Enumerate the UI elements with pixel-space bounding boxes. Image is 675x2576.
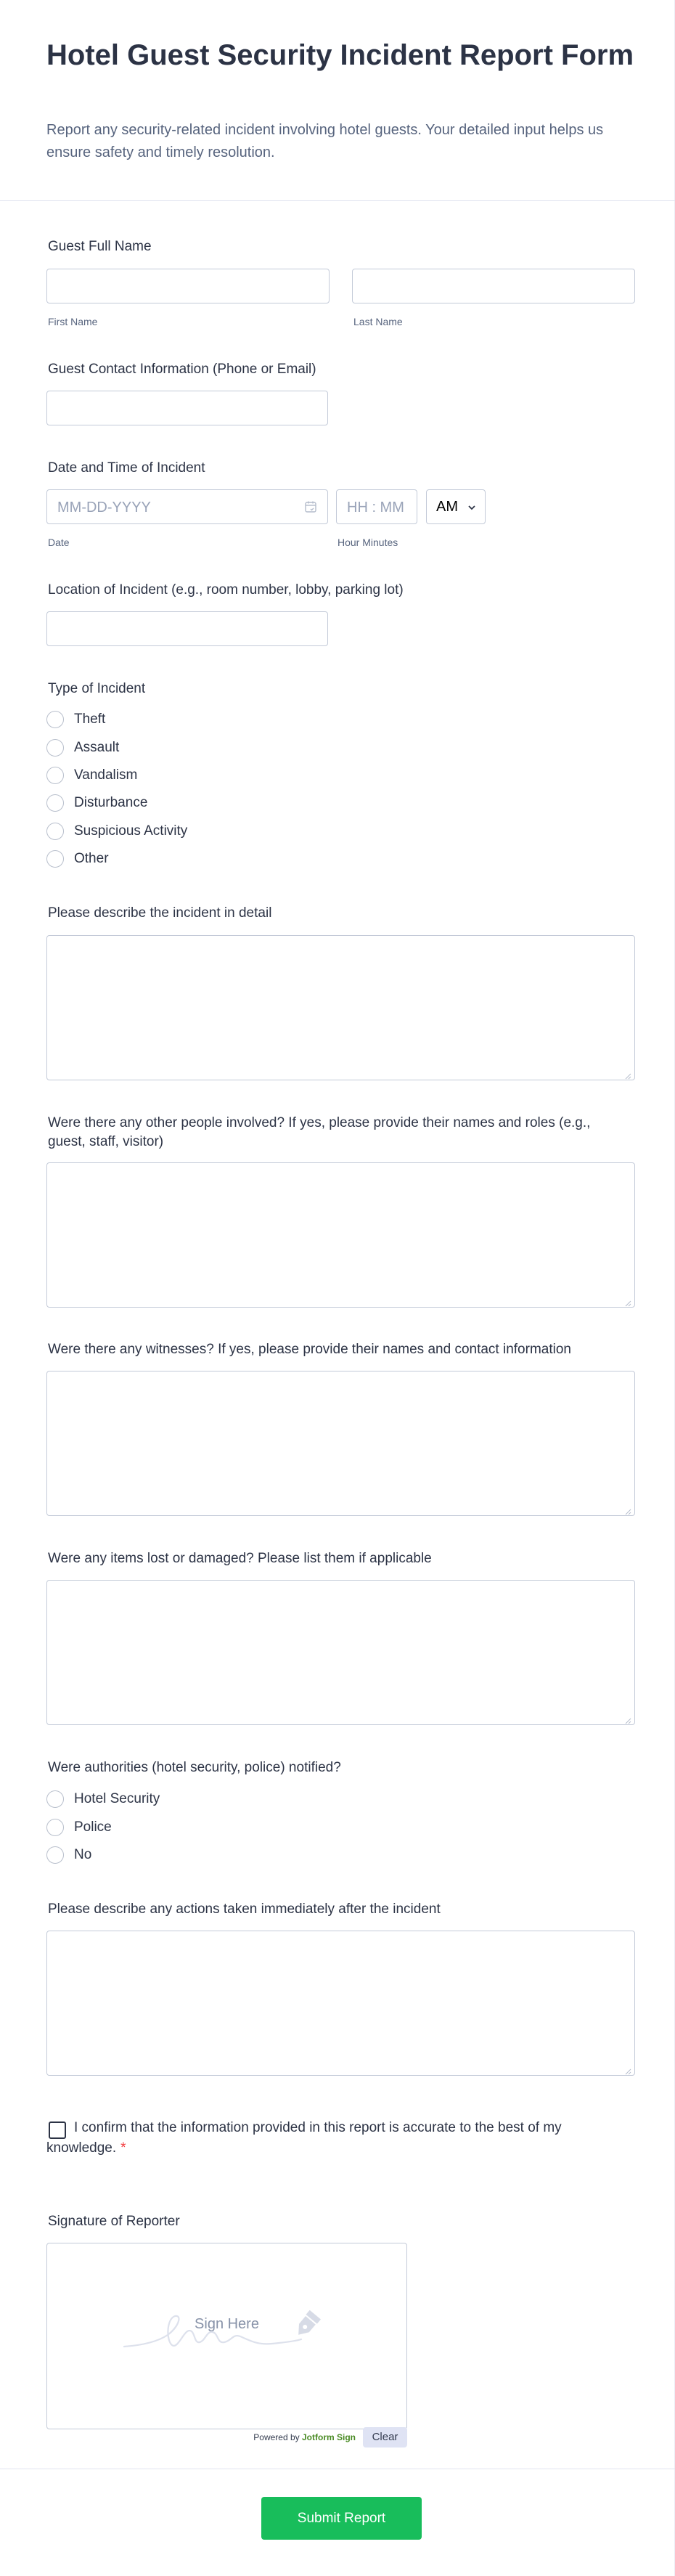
confirm-label[interactable] <box>46 2118 569 2159</box>
radio-label-vandalism[interactable]: Vandalism <box>74 767 138 783</box>
radio-disturbance[interactable] <box>46 794 64 812</box>
first-name-input[interactable] <box>46 269 330 303</box>
radio-other[interactable] <box>46 850 64 868</box>
resize-handle-icon[interactable] <box>624 2066 631 2073</box>
radio-suspicious-activity[interactable] <box>46 823 64 840</box>
time-sublabel: Hour Minutes <box>338 537 398 548</box>
radio-theft[interactable] <box>46 711 64 728</box>
calendar-icon[interactable] <box>304 500 317 513</box>
powered-by-prefix: Powered by <box>253 2432 300 2442</box>
page-title: Hotel Guest Security Incident Report Form <box>46 39 634 71</box>
radio-hotel-security[interactable] <box>46 1790 64 1808</box>
first-name-sublabel: First Name <box>48 316 98 327</box>
chevron-down-icon <box>467 502 476 511</box>
powered-by <box>240 2431 356 2444</box>
contact-label: Guest Contact Information (Phone or Email) <box>48 362 316 377</box>
others-involved-textarea[interactable] <box>46 1162 635 1308</box>
witnesses-textarea[interactable] <box>46 1371 635 1516</box>
location-input[interactable] <box>46 611 328 646</box>
guest-name-label: Guest Full Name <box>48 239 152 254</box>
datetime-label: Date and Time of Incident <box>48 460 205 476</box>
location-label: Location of Incident (e.g., room number, lobby, parking lot) <box>48 582 404 598</box>
signature-pad[interactable] <box>46 2243 407 2429</box>
actions-label: Please describe any actions taken immediately after the incident <box>48 1902 441 1917</box>
signature-label: Signature of Reporter <box>48 2214 180 2229</box>
radio-label-theft[interactable]: Theft <box>74 712 106 727</box>
date-sublabel: Date <box>48 537 70 548</box>
last-name-sublabel: Last Name <box>353 316 403 327</box>
description-textarea[interactable] <box>46 935 635 1080</box>
resize-handle-icon[interactable] <box>624 1715 631 1722</box>
page-subtitle: Report any security-related incident involving hotel guests. Your detailed input helps us ensure safety and timely resolution. <box>46 122 604 160</box>
ampm-select[interactable] <box>426 489 486 524</box>
radio-label-disturbance[interactable]: Disturbance <box>74 795 148 810</box>
clear-signature-button[interactable]: Clear <box>363 2427 407 2447</box>
radio-label-other[interactable]: Other <box>74 851 109 866</box>
last-name-input[interactable] <box>352 269 635 303</box>
incident-type-label: Type of Incident <box>48 681 146 696</box>
date-placeholder: MM-DD-YYYY <box>57 500 151 515</box>
confirm-text: I confirm that the information provided in this report is accurate to the best of my knowledge. <box>46 2120 562 2156</box>
resize-handle-icon[interactable] <box>624 1297 631 1305</box>
radio-label-assault[interactable]: Assault <box>74 740 120 755</box>
signature-scribble-icon <box>123 2309 340 2352</box>
authorities-label: Were authorities (hotel security, police) notified? <box>48 1760 341 1775</box>
resize-handle-icon[interactable] <box>624 1506 631 1513</box>
submit-button[interactable]: Submit Report <box>261 2497 422 2540</box>
header-divider <box>0 200 675 201</box>
contact-input[interactable] <box>46 391 328 425</box>
radio-label-no[interactable]: No <box>74 1847 92 1862</box>
items-lost-label: Were any items lost or damaged? Please list them if applicable <box>48 1551 432 1566</box>
radio-assault[interactable] <box>46 739 64 757</box>
radio-police[interactable] <box>46 1819 64 1836</box>
radio-no[interactable] <box>46 1846 64 1864</box>
ampm-selected-value: AM <box>436 499 458 515</box>
sign-here-placeholder: Sign Here <box>195 2316 259 2332</box>
date-input[interactable] <box>46 489 328 524</box>
description-label: Please describe the incident in detail <box>48 905 272 921</box>
radio-vandalism[interactable] <box>46 767 64 784</box>
actions-textarea[interactable] <box>46 1931 635 2076</box>
radio-label-suspicious-activity[interactable]: Suspicious Activity <box>74 823 188 839</box>
powered-by-brand-link[interactable]: Jotform Sign <box>302 2432 356 2442</box>
time-input[interactable] <box>336 489 417 524</box>
radio-label-hotel-security[interactable]: Hotel Security <box>74 1791 160 1806</box>
witnesses-label: Were there any witnesses? If yes, please provide their names and contact information <box>48 1342 571 1357</box>
items-lost-textarea[interactable] <box>46 1580 635 1725</box>
radio-label-police[interactable]: Police <box>74 1819 112 1835</box>
required-asterisk: * <box>120 2140 126 2156</box>
resize-handle-icon[interactable] <box>624 1070 631 1077</box>
time-placeholder: HH : MM <box>347 500 404 515</box>
others-involved-label: Were there any other people involved? If yes, please provide their names and roles (e.g., guest, staff, visitor) <box>48 1115 591 1149</box>
